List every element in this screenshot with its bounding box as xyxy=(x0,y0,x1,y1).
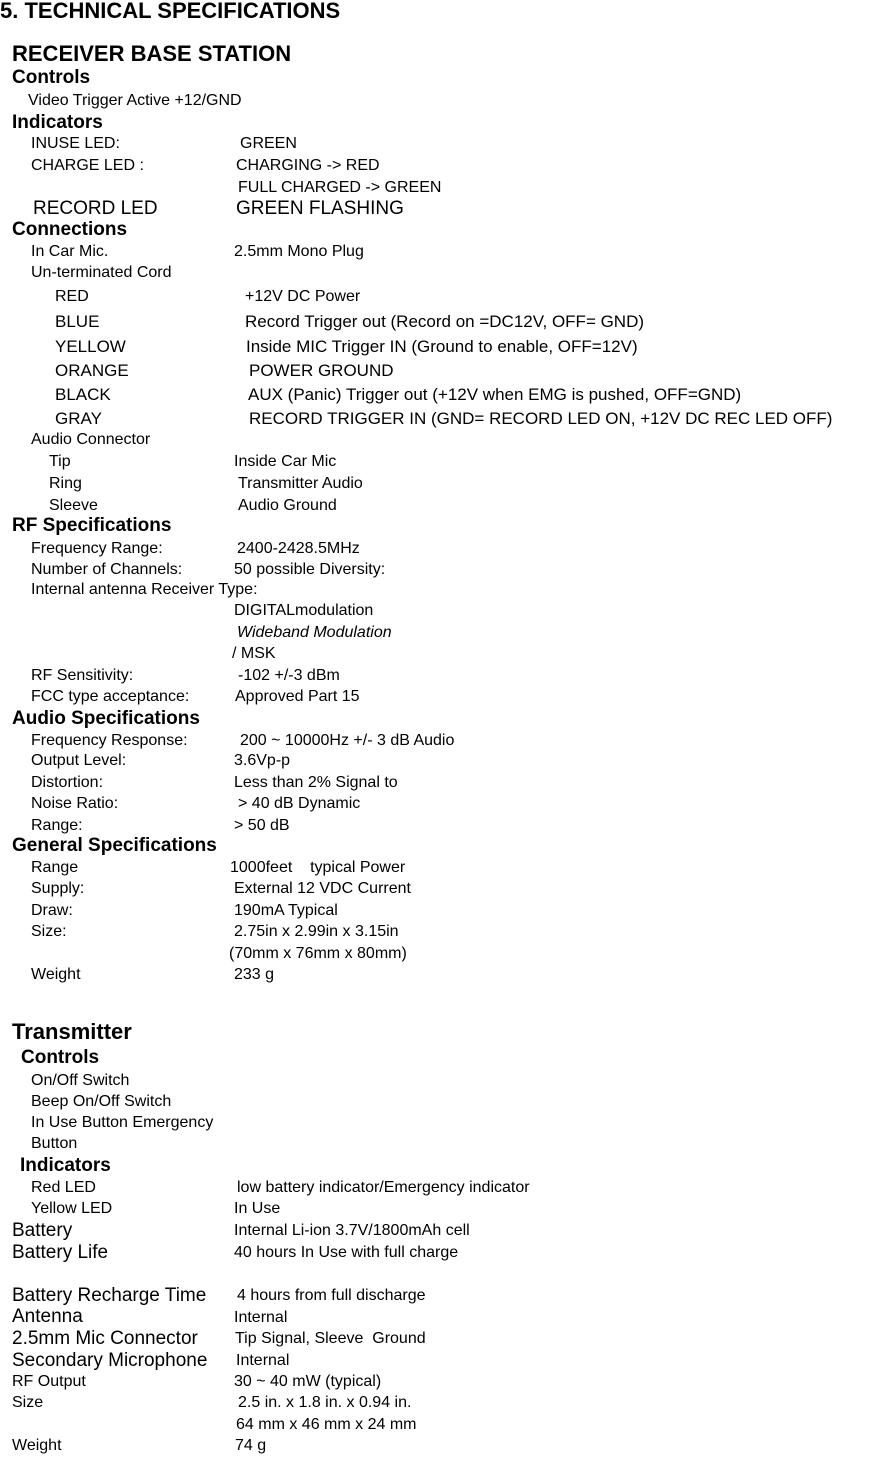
frequency-range-label: Frequency Range: xyxy=(31,540,163,557)
charge-led-label: CHARGE LED : xyxy=(31,157,144,174)
wire-color: YELLOW xyxy=(55,337,126,356)
wire-color: BLUE xyxy=(55,312,100,331)
charge-led-value-full: FULL CHARGED -> GREEN xyxy=(238,179,442,196)
wire-color: RED xyxy=(55,288,89,305)
mic-connector-label: 2.5mm Mic Connector xyxy=(12,1328,198,1349)
modulation-wideband: Wideband Modulation xyxy=(237,624,392,641)
tx-size-value-inches: 2.5 in. x 1.8 in. x 0.94 in. xyxy=(238,1394,412,1411)
dynamic-range-value: > 50 dB xyxy=(234,817,290,834)
supply-label: Supply: xyxy=(31,880,85,897)
frequency-range-value: 2400-2428.5MHz xyxy=(237,540,360,557)
control-item: Beep On/Off Switch xyxy=(31,1093,172,1110)
antenna-receiver-label: Internal antenna Receiver Type: xyxy=(31,581,258,598)
inuse-led-value: GREEN xyxy=(240,135,297,152)
dynamic-range-label: Range: xyxy=(31,817,83,834)
wire-description: Inside MIC Trigger IN (Ground to enable, OFF=12V) xyxy=(246,337,638,356)
un-terminated-cord-label: Un-terminated Cord xyxy=(31,264,172,281)
noise-ratio-value: > 40 dB Dynamic xyxy=(238,795,361,812)
wire-color: GRAY xyxy=(55,409,102,428)
modulation-msk: / MSK xyxy=(232,645,276,662)
tx-indicators-heading: Indicators xyxy=(20,1155,111,1176)
rf-sensitivity-label: RF Sensitivity: xyxy=(31,667,134,684)
mic-connector-value: Tip Signal, Sleeve Ground xyxy=(235,1330,426,1347)
tx-controls-heading: Controls xyxy=(21,1047,100,1068)
fcc-value: Approved Part 15 xyxy=(235,688,360,705)
audio-pin-description: Inside Car Mic xyxy=(234,453,337,470)
output-level-value: 3.6Vp-p xyxy=(234,752,291,769)
antenna-label: Antenna xyxy=(12,1306,83,1327)
audio-pin-description: Audio Ground xyxy=(238,497,337,514)
frequency-response-label: Frequency Response: xyxy=(31,732,188,749)
wire-description: POWER GROUND xyxy=(249,361,394,380)
red-led-value: low battery indicator/Emergency indicator xyxy=(237,1179,530,1196)
audio-pin: Tip xyxy=(49,453,71,470)
transmitter-heading: Transmitter xyxy=(12,1019,132,1044)
size-value-mm: (70mm x 76mm x 80mm) xyxy=(229,945,407,962)
range-value: 1000feet typical Power xyxy=(230,859,406,876)
tx-weight-value: 74 g xyxy=(235,1437,267,1454)
receiver-heading: RECEIVER BASE STATION xyxy=(12,41,292,66)
audio-specifications-heading: Audio Specifications xyxy=(12,708,200,729)
noise-ratio-label: Noise Ratio: xyxy=(31,795,119,812)
fcc-label: FCC type acceptance: xyxy=(31,688,190,705)
record-led-value: GREEN FLASHING xyxy=(236,198,404,219)
audio-pin-description: Transmitter Audio xyxy=(238,475,363,492)
rf-sensitivity-value: -102 +/-3 dBm xyxy=(238,667,340,684)
supply-value: External 12 VDC Current xyxy=(234,880,411,897)
frequency-response-value: 200 ~ 10000Hz +/- 3 dB Audio xyxy=(240,732,455,749)
video-trigger-text: Video Trigger Active +12/GND xyxy=(28,92,242,109)
modulation-digital: DIGITALmodulation xyxy=(234,602,374,619)
inuse-led-label: INUSE LED: xyxy=(31,135,120,152)
range-label: Range xyxy=(31,859,79,876)
size-value-inches: 2.75in x 2.99in x 3.15in xyxy=(234,923,399,940)
wire-description: Record Trigger out (Record on =DC12V, OFF= GND) xyxy=(245,312,645,331)
rf-output-label: RF Output xyxy=(12,1373,86,1390)
wire-description: +12V DC Power xyxy=(245,288,361,305)
audio-pin: Sleeve xyxy=(49,497,98,514)
connections-heading: Connections xyxy=(12,219,128,240)
tx-size-value-mm: 64 mm x 46 mm x 24 mm xyxy=(236,1416,417,1433)
control-item: In Use Button Emergency xyxy=(31,1114,214,1131)
weight-label: Weight xyxy=(31,966,81,983)
yellow-led-label: Yellow LED xyxy=(31,1200,113,1217)
secondary-mic-value: Internal xyxy=(236,1352,290,1369)
secondary-mic-label: Secondary Microphone xyxy=(12,1350,208,1371)
output-level-label: Output Level: xyxy=(31,752,127,769)
wire-color: BLACK xyxy=(55,385,111,404)
distortion-value: Less than 2% Signal to xyxy=(234,774,398,791)
battery-life-label: Battery Life xyxy=(12,1242,109,1263)
weight-value: 233 g xyxy=(234,966,275,983)
rbs-controls-heading: Controls xyxy=(12,67,91,88)
tx-size-label: Size xyxy=(12,1394,44,1411)
wire-color: ORANGE xyxy=(55,361,129,380)
rf-output-value: 30 ~ 40 mW (typical) xyxy=(234,1373,382,1390)
battery-value: Internal Li-ion 3.7V/1800mAh cell xyxy=(234,1222,470,1239)
control-item: Button xyxy=(31,1135,78,1152)
channels-label: Number of Channels: xyxy=(31,561,183,578)
record-led-label: RECORD LED xyxy=(33,198,158,219)
rbs-indicators-heading: Indicators xyxy=(12,112,103,133)
battery-label: Battery xyxy=(12,1220,73,1241)
page-title: 5. TECHNICAL SPECIFICATIONS xyxy=(0,0,341,23)
antenna-value: Internal xyxy=(234,1309,288,1326)
charge-led-value-charging: CHARGING -> RED xyxy=(236,157,380,174)
yellow-led-value: In Use xyxy=(234,1200,281,1217)
channels-value: 50 possible Diversity: xyxy=(234,561,386,578)
battery-recharge-label: Battery Recharge Time xyxy=(12,1285,207,1306)
in-car-mic-label: In Car Mic. xyxy=(31,243,109,260)
draw-label: Draw: xyxy=(31,902,73,919)
size-label: Size: xyxy=(31,923,67,940)
wire-description: RECORD TRIGGER IN (GND= RECORD LED ON, +12V DC REC LED OFF) xyxy=(249,409,833,428)
battery-recharge-value: 4 hours from full discharge xyxy=(237,1287,426,1304)
wire-description: AUX (Panic) Trigger out (+12V when EMG is pushed, OFF=GND) xyxy=(248,385,742,404)
audio-pin: Ring xyxy=(49,475,82,492)
tx-weight-label: Weight xyxy=(12,1437,62,1454)
audio-connector-label: Audio Connector xyxy=(31,431,151,448)
in-car-mic-value: 2.5mm Mono Plug xyxy=(234,243,364,260)
battery-life-value: 40 hours In Use with full charge xyxy=(234,1244,459,1261)
control-item: On/Off Switch xyxy=(31,1072,130,1089)
distortion-label: Distortion: xyxy=(31,774,104,791)
rf-specifications-heading: RF Specifications xyxy=(12,515,172,536)
general-specifications-heading: General Specifications xyxy=(12,835,217,856)
red-led-label: Red LED xyxy=(31,1179,96,1196)
draw-value: 190mA Typical xyxy=(234,902,338,919)
